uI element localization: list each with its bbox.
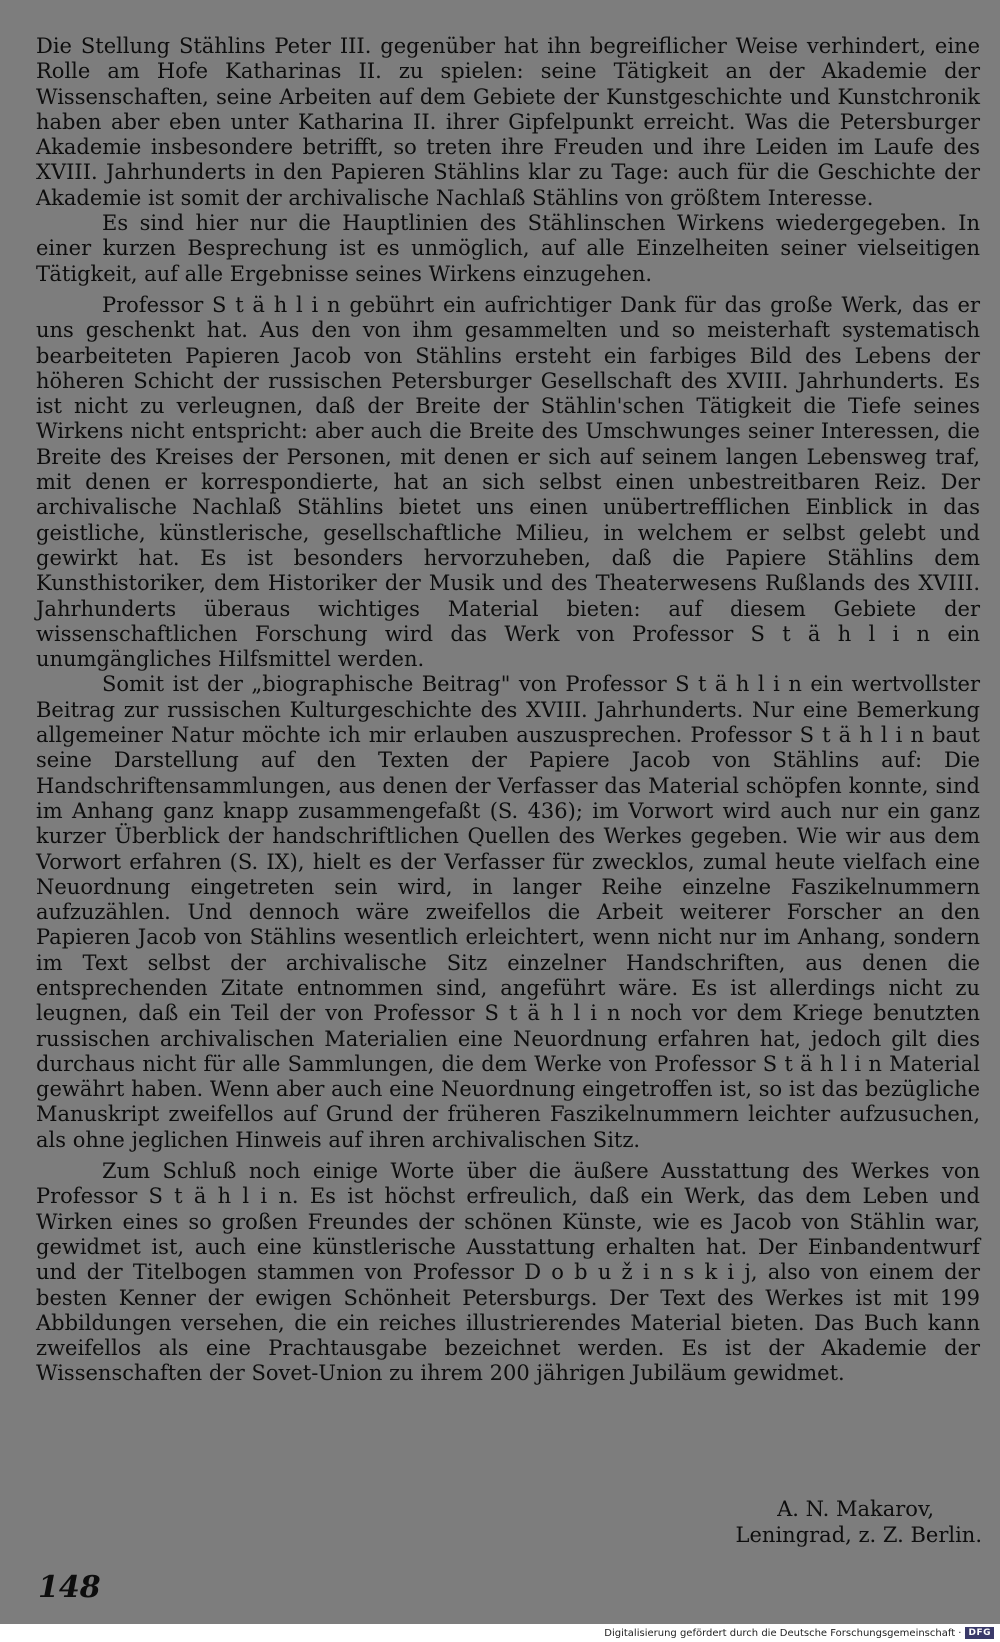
signature bbox=[736, 1496, 982, 1548]
page-number: 148 bbox=[38, 1570, 101, 1605]
paragraph: Zum Schluß noch einige Worte über die äußere Ausstattung des Werkes von Professor S t ä h l i n. Es ist höchst erfreulich, daß ein Werk, das dem Leben und Wirken eines so großen Freundes der schönen Künste, wie es Jacob von Stählin war, gewidmet ist, auch eine künstlerische Ausstattung erhalten hat. Der Einbandentwurf und der Titelbogen stammen von Professor D o b u ž i n s k i j, also von einem der besten Kenner der ewigen Schönheit Petersburgs. Der Text des Werkes ist mit 199 Abbildungen versehen, die ein reiches illustrierendes Material bieten. Das Buch kann zweifellos als eine Prachtausgabe bezeichnet werden. Es ist der Akademie der Wissenschaften der Sovet-Union zu ihrem 200 jährigen Jubiläum gewidmet. bbox=[36, 1159, 980, 1386]
paragraph: Somit ist der „biographische Beitrag" von Professor S t ä h l i n ein wertvollster Beitrag zur russischen Kulturgeschichte des XVIII. Jahrhunderts. Nur eine Bemerkung allgemeiner Natur möchte ich mir erlauben auszusprechen. Professor S t ä h l i n baut seine Darstellung auf den Texten der Papiere Jacob von Stählins auf: Die Handschriftensammlungen, aus denen der Verfasser das Material schöpfen konnte, sind im Anhang ganz knapp zusammengefaßt (S. 436); im Vorwort wird auch nur ein ganz kurzer Überblick der handschriftlichen Quellen des Werkes gegeben. Wie wir aus dem Vorwort erfahren (S. IX), hielt es der Verfasser für zwecklos, zumal heute vielfach eine Neuordnung eingetreten sein wird, in langer Reihe einzelne Faszikelnummern aufzuzählen. Und dennoch wäre zweifellos die Arbeit weiterer Forscher an den Papieren Jacob von Stählins wesentlich erleichtert, wenn nicht nur im Anhang, sondern im Text selbst der archivalische Sitz einzelner Handschriften, aus denen die entsprechenden Zitate entnommen sind, angeführt wäre. Es ist allerdings nicht zu leugnen, daß ein Teil der von Professor S t ä h l i n noch vor dem Kriege benutzten russischen archivalischen Materialien eine Neuordnung erfahren hat, jedoch gilt dies durchaus nicht für alle Sammlungen, die dem Werke von Professor S t ä h l i n Material gewährt haben. Wenn aber auch eine Neuordnung eingetroffen ist, so ist das bezügliche Manuskript zweifellos auf Grund der früheren Faszikelnummern leichter aufzusuchen, als ohne jeglichen Hinweis auf ihren archivalischen Sitz. bbox=[36, 672, 980, 1152]
body-text bbox=[36, 34, 980, 1387]
paragraph: Die Stellung Stählins Peter III. gegenüber hat ihn begreiflicher Weise verhindert, eine Rolle am Hofe Katharinas II. zu spielen: seine Tätigkeit an der Akademie der Wissenschaften, seine Arbeiten auf dem Gebiete der Kunstgeschichte und Kunstchronik haben aber eben unter Katharina II. ihrer Gipfelpunkt erreicht. Was die Petersburger Akademie insbesondere betrifft, so treten ihre Freuden und ihre Leiden im Laufe des XVIII. Jahrhunderts in den Papieren Stählins klar zu Tage: auch für die Geschichte der Akademie ist somit der archivalische Nachlaß Stählins von größtem Interesse. bbox=[36, 34, 980, 210]
author-name: A. N. Makarov, bbox=[777, 1497, 934, 1521]
dfg-logo: DFG bbox=[965, 1627, 994, 1639]
digitization-footer bbox=[604, 1627, 994, 1639]
author-location: Leningrad, z. Z. Berlin. bbox=[735, 1523, 982, 1547]
footer-text: Digitalisierung gefördert durch die Deutsche Forschungsgemeinschaft · bbox=[604, 1627, 962, 1639]
paragraph: Professor S t ä h l i n gebührt ein aufrichtiger Dank für das große Werk, das er uns geschenkt hat. Aus den von ihm gesammelten und so meisterhaft systematisch bearbeiteten Papieren Jacob von Stählins ersteht ein farbiges Bild des Lebens der höheren Schicht der russischen Petersburger Gesellschaft des XVIII. Jahrhunderts. Es ist nicht zu verleugnen, daß der Breite der Stählin'schen Tätigkeit die Tiefe seines Wirkens nicht entspricht: aber auch die Breite des Umschwunges seiner Interessen, die Breite des Kreises der Personen, mit denen er sich auf seinem langen Lebensweg traf, mit denen er korrespondierte, hat an sich selbst einen unbestreitbaren Reiz. Der archivalische Nachlaß Stählins bietet uns einen unübertrefflichen Einblick in das geistliche, künstlerische, gesellschaftliche Milieu, in welchem er selbst gelebt und gewirkt hat. Es ist besonders hervorzuheben, daß die Papiere Stählins dem Kunsthistoriker, dem Historiker der Musik und des Theaterwesens Rußlands des XVIII. Jahrhunderts überaus wichtiges Material bieten: auf diesem Gebiete der wissenschaftlichen Forschung wird das Werk von Professor S t ä h l i n ein unumgängliches Hilfsmittel werden. bbox=[36, 292, 980, 672]
paragraph: Es sind hier nur die Hauptlinien des Stählinschen Wirkens wiedergegeben. In einer kurzen Besprechung ist es unmöglich, auf alle Einzelheiten seiner vielseitigen Tätigkeit, auf alle Ergebnisse seines Wirkens einzugehen. bbox=[36, 211, 980, 286]
